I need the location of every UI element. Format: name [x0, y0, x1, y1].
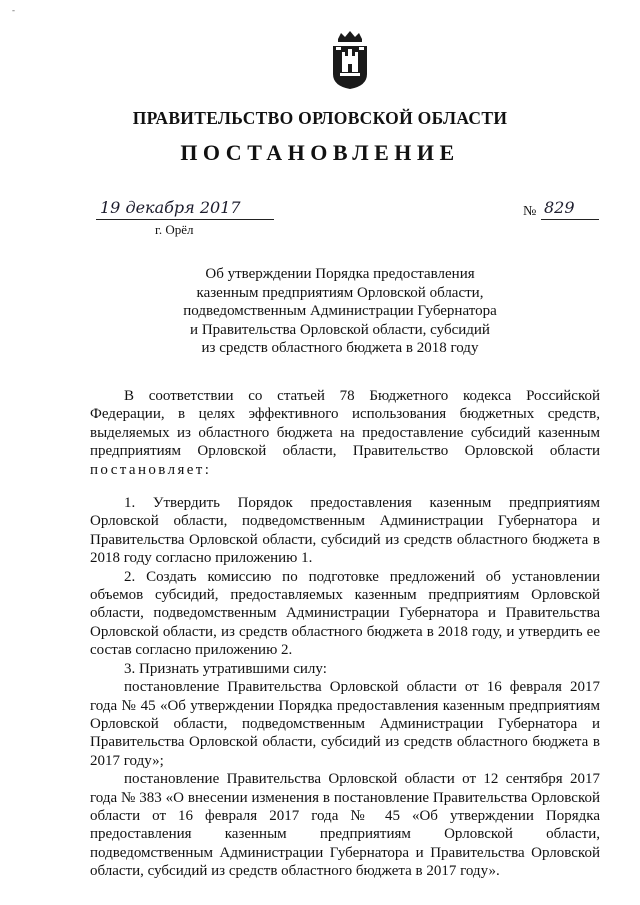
preamble-emphasis: постановляет:	[90, 461, 212, 478]
number-label: №	[523, 204, 537, 219]
item-paragraph: постановление Правительства Орловской области от 16 февраля 2017 года № 45 «Об утверждении Порядка предоставления казенным предприятиям Орловской области, подведомственным Администрации Губернатора и Правительства Орловской области, субсидий из средств областного бюджета в 2017 году»;	[90, 679, 600, 769]
handwritten-date: 19 декабря 2017	[100, 198, 241, 217]
item-paragraph: постановление Правительства Орловской области от 12 сентября 2017 года № 383 «О внесении изменения в постановление Правительства Орловской области от 16 февраля 2017 года № 45 «Об утверждении Порядка предоставления казенным предприятиям Орловской области, подведомственным Администрации Губернатора и Правительства Орловской области, субсидий из средств областного бюджета в 2017 году».	[90, 771, 600, 880]
document-body	[90, 387, 600, 881]
item-paragraph: 3. Признать утратившими силу:	[124, 660, 327, 677]
handwritten-number: 829	[544, 198, 575, 217]
corner-mark: -	[12, 5, 15, 15]
document-type-title: ПОСТАНОВЛЕНИЕ	[180, 140, 460, 165]
subject-line: Об утверждении Порядка предоставления	[205, 266, 475, 282]
preamble-paragraph	[90, 387, 600, 479]
city-label: г. Орёл	[155, 222, 194, 237]
coat-of-arms-icon	[328, 30, 372, 90]
item-paragraph: 2. Создать комиссию по подготовке предложений об установлении объемов субсидий, предоставляемых казенным предприятиям Орловской области, подведомственным Администрации Губернатора и Правительства Орловской области, из средств областного бюджета в 2018 году, и утвердить ее состав согласно приложению 2.	[90, 568, 600, 659]
subject-line: казенным предприятиям Орловской области,	[196, 284, 484, 301]
date-underline	[96, 219, 274, 220]
subject-line: из средств областного бюджета в 2018 году	[201, 340, 479, 357]
item-paragraph: 1. Утвердить Порядок предоставления казенным предприятиям Орловской области, подведомственным Администрации Губернатора и Правительства Орловской области, субсидий из средств областного бюджета в 2018 году согласно приложению 1.	[90, 495, 600, 567]
preamble-text: В соответствии со статьей 78 Бюджетного кодекса Российской Федерации, в целях эффективного использования бюджетных средств, выделяемых из областного бюджета на предоставление субсидий казенным предприятиям Орловской области, Правительство Орловской области	[90, 388, 600, 460]
number-underline	[541, 219, 599, 220]
subject-line: подведомственным Администрации Губернатора	[183, 303, 497, 320]
subject-line: и Правительства Орловской области, субсидий	[190, 321, 490, 338]
government-title: ПРАВИТЕЛЬСТВО ОРЛОВСКОЙ ОБЛАСТИ	[132, 108, 508, 128]
document-subject	[90, 265, 590, 358]
